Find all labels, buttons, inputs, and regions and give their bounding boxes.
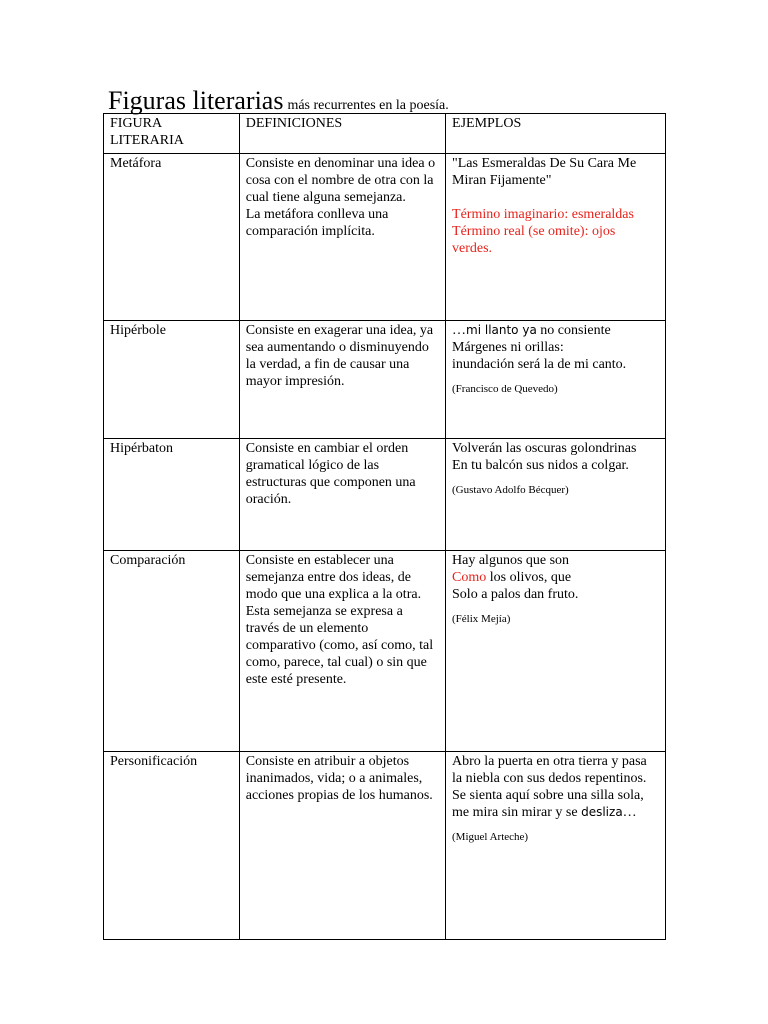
figure-cell: Personificación: [104, 752, 240, 940]
header-examples: EJEMPLOS: [446, 114, 666, 154]
example-line: inundación será la de mi canto.: [452, 357, 627, 372]
ellipsis: …: [452, 323, 467, 338]
styled-text: desliza: [581, 805, 623, 819]
header-definitions: DEFINICIONES: [239, 114, 445, 154]
ellipsis: …: [622, 805, 637, 820]
example-line: Márgenes ni orillas:: [452, 340, 564, 355]
figure-cell: Comparación: [104, 551, 240, 752]
example-line: [452, 804, 658, 821]
example-line: En tu balcón sus nidos a colgar.: [452, 458, 629, 473]
example-cell: [446, 752, 666, 940]
example-line: Hay algunos que son: [452, 553, 570, 568]
example-line: [452, 322, 658, 339]
example-text: los olivos, que: [486, 570, 572, 585]
example-quote: "Las Esmeraldas De Su Cara Me Miran Fijamente": [452, 156, 637, 188]
table-row: [104, 752, 666, 940]
definition-cell: Consiste en atribuir a objetos inanimados, vida; o a animales, acciones propias de los humanos.: [239, 752, 445, 940]
example-cell: [446, 551, 666, 752]
example-highlight: Como: [452, 570, 487, 585]
table-row: [104, 321, 666, 439]
example-source: (Francisco de Quevedo): [452, 383, 558, 395]
definition-cell: Consiste en exagerar una idea, ya sea aumentando o disminuyendo la verdad, a fin de causar una mayor impresión.: [239, 321, 445, 439]
example-line: Solo a palos dan fruto.: [452, 587, 579, 602]
table-row: [104, 439, 666, 551]
example-text: no consiente: [536, 323, 611, 338]
example-source: (Félix Mejía): [452, 613, 511, 625]
styled-text: mi llanto ya: [466, 323, 537, 337]
example-cell: [446, 321, 666, 439]
definition-cell: Consiste en establecer una semejanza entre dos ideas, de modo que una explica a la otra. Esta semejanza se expresa a través de un elemento comparativo (como, así como, tal como, parece, tal cual) o sin que este esté presente.: [239, 551, 445, 752]
title-main: Figuras literarias: [108, 86, 284, 115]
header-figure: FIGURA LITERARIA: [104, 114, 240, 154]
figure-cell: Hipérbaton: [104, 439, 240, 551]
example-line: Abro la puerta en otra tierra y pasa: [452, 754, 647, 769]
page-title: [108, 86, 449, 116]
definition-cell: Consiste en cambiar el orden gramatical lógico de las estructuras que componen una oración.: [239, 439, 445, 551]
example-source: (Gustavo Adolfo Bécquer): [452, 484, 569, 496]
figures-table: [103, 113, 666, 940]
example-line: Volverán las oscuras golondrinas: [452, 441, 637, 456]
example-text: me mira sin mirar y se: [452, 805, 582, 820]
example-source: (Miguel Arteche): [452, 831, 529, 843]
example-cell: [446, 154, 666, 321]
example-line: Se sienta aquí sobre una silla sola,: [452, 788, 644, 803]
table-row: [104, 154, 666, 321]
table-row: [104, 551, 666, 752]
title-subtitle: más recurrentes en la poesía.: [287, 98, 449, 113]
figure-cell: Metáfora: [104, 154, 240, 321]
example-cell: [446, 439, 666, 551]
example-highlight: Término imaginario: esmeraldas: [452, 207, 634, 222]
figure-cell: Hipérbole: [104, 321, 240, 439]
definition-text: La metáfora conlleva una comparación implícita.: [245, 207, 389, 239]
example-highlight: Término real (se omite): ojos verdes.: [452, 224, 616, 256]
table-header-row: [104, 114, 666, 154]
example-line: [452, 569, 658, 586]
example-line: la niebla con sus dedos repentinos.: [452, 771, 647, 786]
definition-cell: [239, 154, 445, 321]
definition-text: Consiste en denominar una idea o cosa con el nombre de otra con la cual tiene alguna semejanza.: [245, 156, 436, 205]
